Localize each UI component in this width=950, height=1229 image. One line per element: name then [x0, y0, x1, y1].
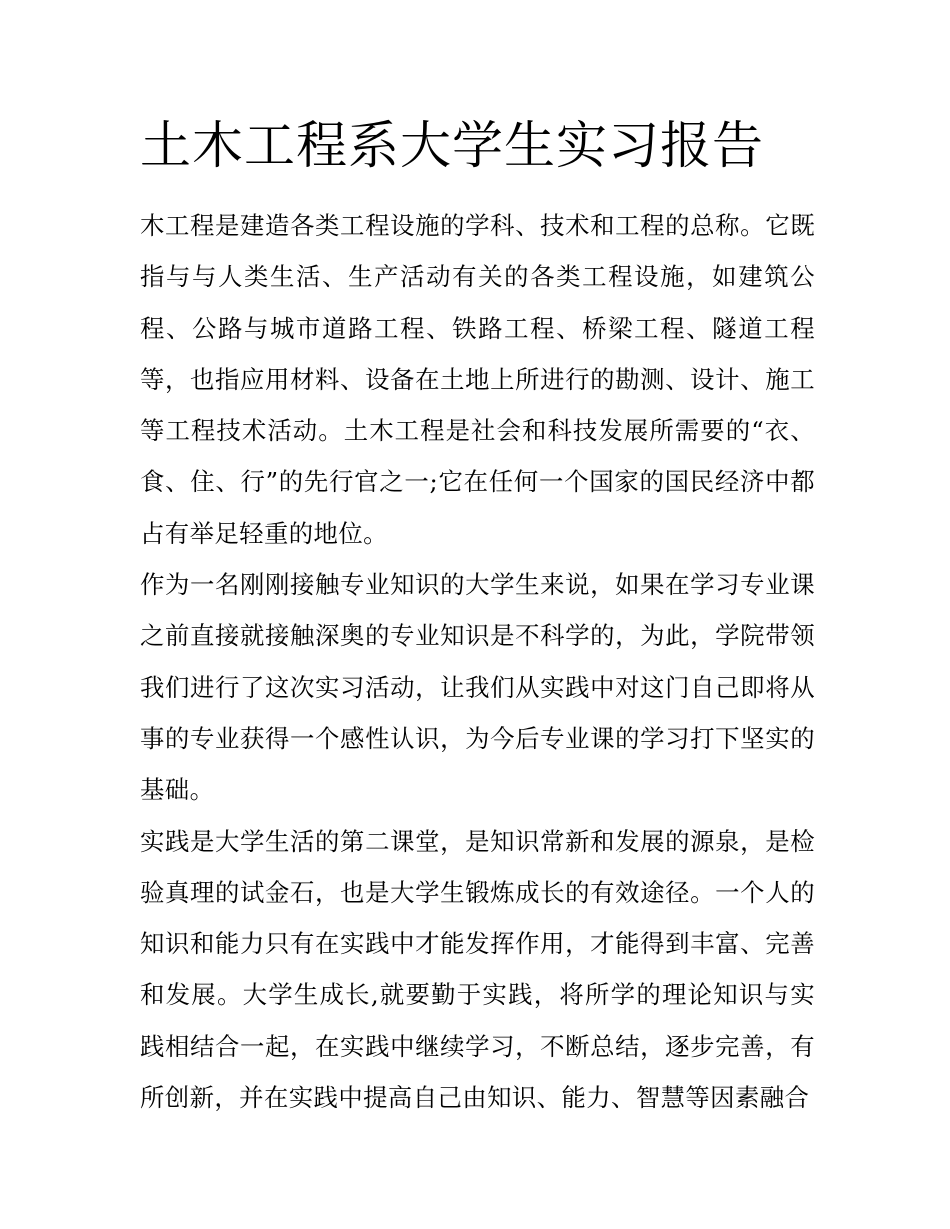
- paragraph-practice-importance: 实践是大学生活的第二课堂，是知识常新和发展的源泉，是检验真理的试金石，也是大学生锻炼成长的有效途径。一个人的知识和能力只有在实践中才能发挥作用，才能得到丰富、完善和发展。大学生成长,就要勤于实践，将所学的理论知识与实践相结合一起，在实践中继续学习，不断总结，逐步完善，有所创新，并在实践中提高自己由知识、能力、智慧等因素融合: [140, 826, 815, 1113]
- document-title: 土木工程系大学生实习报告: [140, 117, 765, 176]
- document-body: [140, 200, 815, 1123]
- paragraph-internship-purpose: 作为一名刚刚接触专业知识的大学生来说，如果在学习专业课之前直接就接触深奥的专业知识是不科学的，为此，学院带领我们进行了这次实习活动，让我们从实践中对这门自己即将从事的专业获得一个感性认识，为今后专业课的学习打下坚实的基础。: [140, 570, 815, 805]
- paragraph-civil-engineering-definition: 木工程是建造各类工程设施的学科、技术和工程的总称。它既指与与人类生活、生产活动有关的各类工程设施，如建筑公程、公路与城市道路工程、铁路工程、桥梁工程、隧道工程等，也指应用材料、设备在土地上所进行的勘测、设计、施工等工程技术活动。土木工程是社会和科技发展所需要的“衣、食、住、行”的先行官之一;它在任何一个国家的国民经济中都占有举足轻重的地位。: [140, 211, 815, 548]
